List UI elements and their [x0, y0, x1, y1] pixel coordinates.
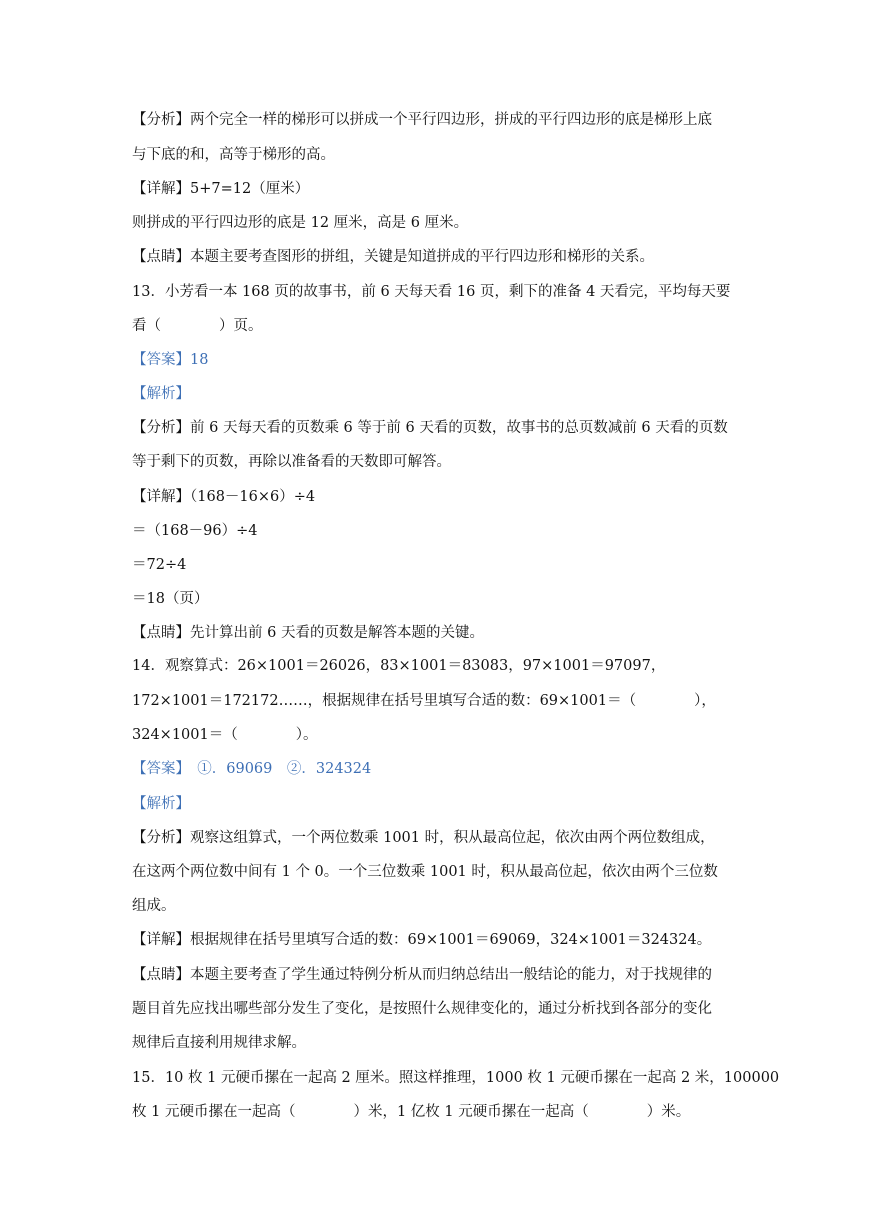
question-15-line-1: 15．10 枚 1 元硬币摞在一起高 2 厘米。照这样推理，1000 枚 1 元硬币摞在一起高 2 米，100000 — [132, 1070, 780, 1086]
question-13-line-1: 13．小芳看一本 168 页的故事书，前 6 天每天看 16 页，剩下的准备 4 天看完，平均每天要 — [132, 284, 731, 300]
question-14-line-2: 172×1001＝172172……，根据规律在括号里填写合适的数：69×1001＝（ ）， — [132, 693, 716, 709]
key-point-14-line-3: 规律后直接利用规律求解。 — [132, 1035, 306, 1051]
analysis-13-line-2: 等于剩下的页数，再除以准备看的天数即可解答。 — [132, 454, 451, 470]
detail-13-line-2: ＝（168－96）÷4 — [132, 523, 258, 539]
detail-13-line-4: ＝18（页） — [132, 591, 209, 607]
analysis-line-1: 【分析】两个完全一样的梯形可以拼成一个平行四边形，拼成的平行四边形的底是梯形上底 — [132, 112, 712, 128]
key-point-13: 【点睛】先计算出前 6 天看的页数是解答本题的关键。 — [132, 625, 484, 641]
detail-result-line: 则拼成的平行四边形的底是 12 厘米，高是 6 厘米。 — [132, 215, 469, 231]
answer-13: 【答案】18 — [132, 352, 209, 368]
explanation-13-label: 【解析】 — [132, 386, 190, 402]
analysis-13-line-1: 【分析】前 6 天每天看的页数乘 6 等于前 6 天看的页数，故事书的总页数减前 6 天看的页数 — [132, 420, 728, 436]
question-15-line-2: 枚 1 元硬币摞在一起高（ ）米，1 亿枚 1 元硬币摞在一起高（ ）米。 — [132, 1104, 691, 1120]
analysis-14-line-2: 在这两个两位数中间有 1 个 0。一个三位数乘 1001 时，积从最高位起，依次由两个三位数 — [132, 864, 718, 880]
answer-14: 【答案】 ①．69069 ②．324324 — [132, 761, 372, 777]
analysis-line-2: 与下底的和，高等于梯形的高。 — [132, 147, 335, 163]
detail-14-line: 【详解】根据规律在括号里填写合适的数：69×1001＝69069，324×1001＝324324。 — [132, 932, 712, 948]
key-point-line: 【点睛】本题主要考查图形的拼组，关键是知道拼成的平行四边形和梯形的关系。 — [132, 249, 654, 265]
explanation-14-label: 【解析】 — [132, 796, 190, 812]
detail-13-line-1: 【详解】（168－16×6）÷4 — [132, 489, 316, 505]
detail-line: 【详解】5+7=12（厘米） — [132, 181, 310, 197]
question-14-line-3: 324×1001＝（ ）。 — [132, 727, 318, 743]
key-point-14-line-2: 题目首先应找出哪些部分发生了变化，是按照什么规律变化的，通过分析找到各部分的变化 — [132, 1001, 712, 1017]
question-14-line-1: 14．观察算式：26×1001＝26026，83×1001＝83083，97×1001＝97097， — [132, 658, 666, 674]
key-point-14-line-1: 【点睛】本题主要考查了学生通过特例分析从而归纳总结出一般结论的能力，对于找规律的 — [132, 967, 712, 983]
analysis-14-line-3: 组成。 — [132, 898, 176, 914]
analysis-14-line-1: 【分析】观察这组算式，一个两位数乘 1001 时，积从最高位起，依次由两个两位数组成， — [132, 830, 715, 846]
detail-13-line-3: ＝72÷4 — [132, 557, 187, 573]
question-13-line-2: 看（ ）页。 — [132, 318, 263, 334]
